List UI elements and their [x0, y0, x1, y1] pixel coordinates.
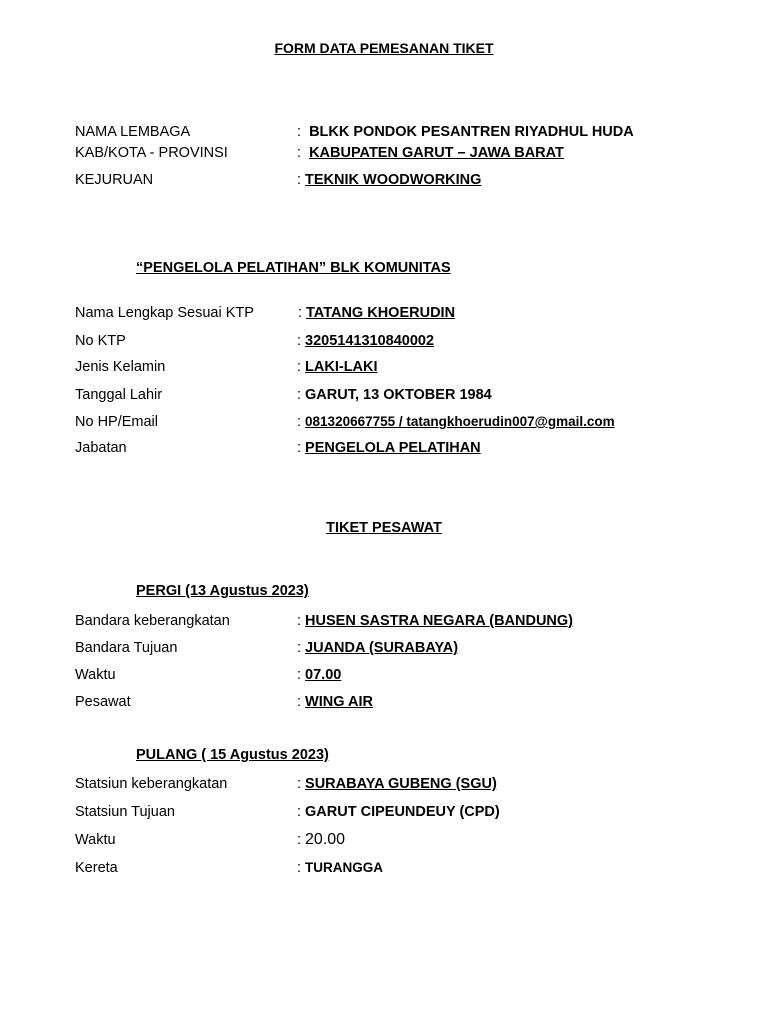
field-separator: : — [297, 359, 302, 375]
section-heading-pengelola: “PENGELOLA PELATIHAN” BLK KOMUNITAS — [136, 260, 451, 276]
field-separator: : — [297, 414, 302, 430]
field-value: SURABAYA GUBENG (SGU) — [305, 776, 497, 792]
field-value: KABUPATEN GARUT – JAWA BARAT — [309, 145, 564, 161]
field-row-tanggal-lahir — [75, 385, 755, 405]
field-value: 07.00 — [305, 667, 342, 683]
field-label: Nama Lengkap Sesuai KTP — [75, 305, 254, 321]
field-value: TEKNIK WOODWORKING — [305, 172, 482, 188]
field-label: Jabatan — [75, 440, 127, 456]
field-row-kejuruan — [75, 170, 755, 190]
field-row-statsiun-tujuan — [75, 802, 755, 822]
field-row-no-hp-email — [75, 412, 755, 432]
field-label: No KTP — [75, 333, 126, 349]
field-value-wrapper — [297, 385, 492, 405]
field-row-waktu-pergi — [75, 665, 755, 685]
section-heading-tiket-pesawat: TIKET PESAWAT — [326, 520, 442, 536]
field-row-jabatan — [75, 438, 755, 458]
field-label: Bandara Tujuan — [75, 640, 178, 656]
field-separator: : — [297, 804, 302, 820]
field-value: LAKI-LAKI — [305, 359, 378, 375]
field-value-wrapper — [297, 611, 573, 631]
field-value: 3205141310840002 — [305, 333, 435, 349]
field-value-wrapper — [298, 303, 455, 323]
field-row-nama-lengkap — [75, 303, 755, 323]
field-value-wrapper — [297, 412, 615, 432]
field-value-wrapper — [297, 122, 634, 142]
field-separator: : — [297, 387, 302, 403]
field-value-wrapper — [297, 665, 341, 685]
field-value-wrapper — [297, 438, 481, 458]
field-separator: : — [297, 145, 302, 161]
field-row-kab-kota-provinsi — [75, 143, 755, 163]
field-separator: : — [297, 667, 302, 683]
field-value: HUSEN SASTRA NEGARA (BANDUNG) — [305, 613, 574, 629]
field-row-bandara-keberangkatan — [75, 611, 755, 631]
field-value-wrapper — [297, 357, 378, 377]
field-label: Bandara keberangkatan — [75, 613, 230, 629]
field-separator: : — [297, 776, 302, 792]
field-value-wrapper — [297, 331, 434, 351]
field-row-nama-lembaga — [75, 122, 755, 142]
field-separator: : — [297, 333, 302, 349]
field-label: Statsiun keberangkatan — [75, 776, 228, 792]
field-value: BLKK PONDOK PESANTREN RIYADHUL HUDA — [309, 124, 634, 140]
field-value: 20.00 — [305, 831, 346, 848]
field-separator: : — [297, 440, 302, 456]
field-separator: : — [297, 124, 302, 140]
field-label: Waktu — [75, 832, 116, 848]
field-separator: : — [297, 694, 302, 710]
field-value-wrapper — [297, 830, 345, 850]
field-row-bandara-tujuan — [75, 638, 755, 658]
field-separator: : — [297, 640, 302, 656]
field-label: Kereta — [75, 860, 118, 876]
section-heading-pergi: PERGI (13 Agustus 2023) — [136, 583, 309, 599]
field-row-statsiun-keberangkatan — [75, 774, 755, 794]
section-heading-pulang: PULANG ( 15 Agustus 2023) — [136, 747, 329, 763]
page-title: FORM DATA PEMESANAN TIKET — [274, 40, 494, 56]
field-separator: : — [297, 172, 302, 188]
field-separator: : — [297, 860, 302, 876]
field-row-kereta — [75, 858, 755, 878]
field-value: TURANGGA — [305, 860, 384, 875]
field-label: Tanggal Lahir — [75, 387, 163, 403]
field-row-jenis-kelamin — [75, 357, 755, 377]
field-value-wrapper — [297, 170, 481, 190]
field-value-wrapper — [297, 802, 500, 822]
field-separator: : — [298, 305, 303, 321]
field-label: Statsiun Tujuan — [75, 804, 175, 820]
field-row-waktu-pulang — [75, 830, 755, 850]
field-value-wrapper — [297, 858, 383, 878]
field-value: PENGELOLA PELATIHAN — [305, 440, 481, 456]
field-row-no-ktp — [75, 331, 755, 351]
field-value: 081320667755 / tatangkhoerudin007@gmail.com — [305, 414, 615, 429]
field-value: TATANG KHOERUDIN — [306, 305, 456, 321]
field-value: JUANDA (SURABAYA) — [305, 640, 459, 656]
field-value: WING AIR — [305, 694, 373, 710]
field-row-pesawat — [75, 692, 755, 712]
field-separator: : — [297, 832, 302, 848]
field-separator: : — [297, 613, 302, 629]
field-label: KEJURUAN — [75, 172, 154, 188]
field-value: GARUT, 13 OKTOBER 1984 — [305, 387, 492, 403]
field-value-wrapper — [297, 692, 373, 712]
field-label: Waktu — [75, 667, 116, 683]
field-label: KAB/KOTA - PROVINSI — [75, 145, 228, 161]
field-value: GARUT CIPEUNDEUY (CPD) — [305, 804, 500, 820]
field-value-wrapper — [297, 638, 458, 658]
field-label: No HP/Email — [75, 414, 158, 430]
field-value-wrapper — [297, 143, 564, 163]
field-label: Pesawat — [75, 694, 131, 710]
field-label: NAMA LEMBAGA — [75, 124, 191, 140]
field-value-wrapper — [297, 774, 497, 794]
field-label: Jenis Kelamin — [75, 359, 166, 375]
